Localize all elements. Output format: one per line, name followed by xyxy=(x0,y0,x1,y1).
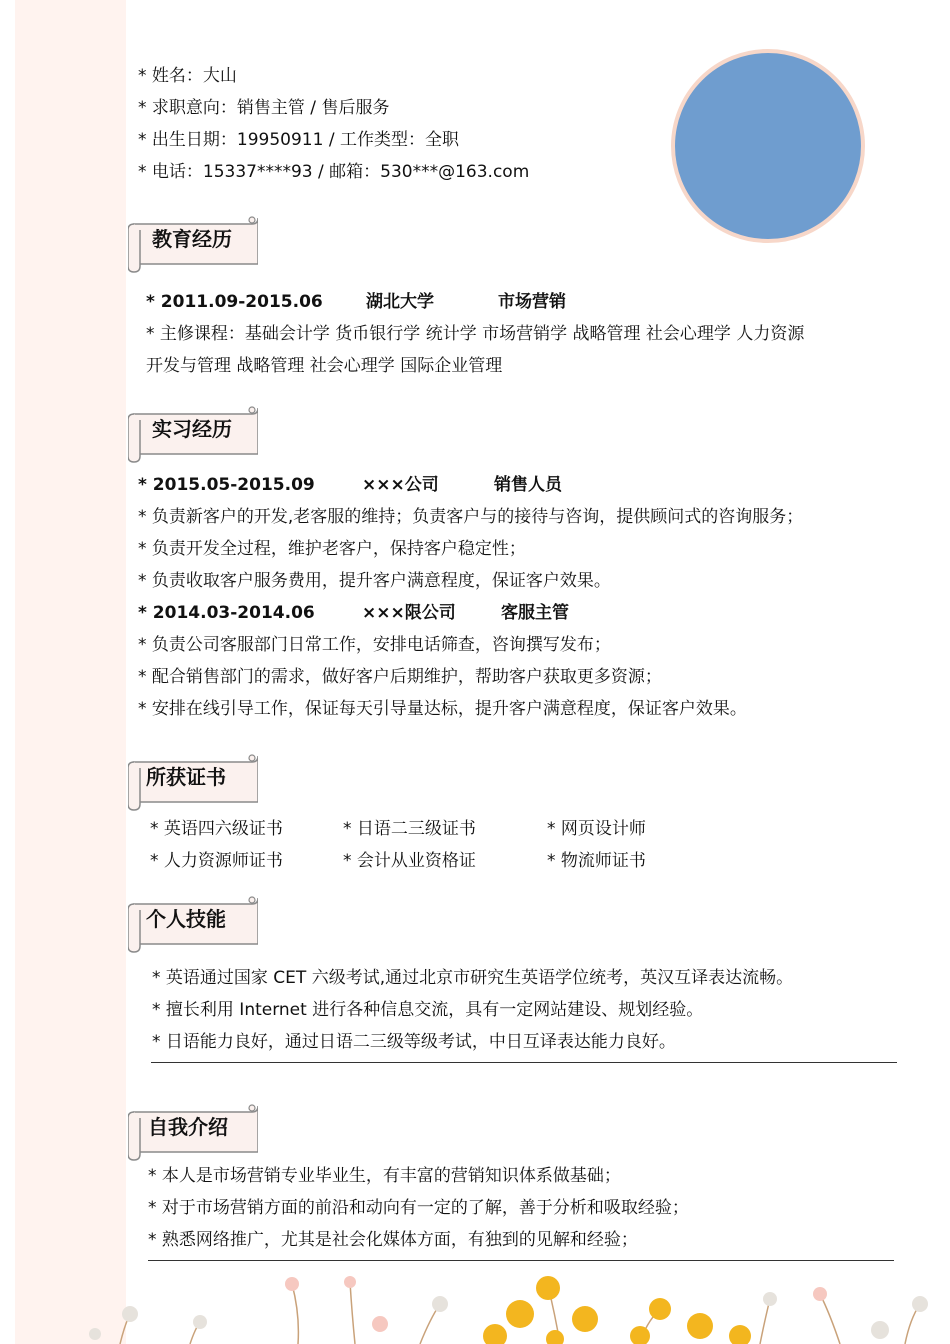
education-header xyxy=(146,290,566,314)
education-courses-line1: * 主修课程：基础会计学 货币银行学 统计学 市场营销学 战略管理 社会心理学 人力资源 xyxy=(146,324,805,344)
education-school: 湖北大学 xyxy=(366,292,434,312)
self-intro-item: * 本人是市场营销专业毕业生，有丰富的营销知识体系做基础； xyxy=(148,1166,621,1186)
education-major: 市场营销 xyxy=(498,292,566,312)
self-intro-item: * 对于市场营销方面的前沿和动向有一定的了解，善于分析和吸取经验； xyxy=(148,1198,689,1218)
education-period: * 2011.09-2015.06 xyxy=(146,292,323,312)
job-duty: * 负责开发全过程，维护老客户，保持客户稳定性； xyxy=(138,539,526,559)
job-company: ×××限公司 xyxy=(362,603,456,623)
section-title-certificates xyxy=(128,754,256,800)
certificate-item: * 人力资源师证书 xyxy=(150,851,283,871)
section-title-education xyxy=(128,216,256,262)
section-divider xyxy=(148,1260,894,1261)
birth-type-line: * 出生日期：19950911 / 工作类型：全职 xyxy=(138,130,459,150)
skill-item: * 擅长利用 Internet 进行各种信息交流，具有一定网站建设、规划经验。 xyxy=(152,1000,704,1020)
section-divider xyxy=(151,1062,897,1063)
certificate-item: * 物流师证书 xyxy=(547,851,646,871)
job-duty: * 负责公司客服部门日常工作，安排电话筛查，咨询撰写发布； xyxy=(138,635,611,655)
job-period: * 2014.03-2014.06 xyxy=(138,603,315,623)
section-title-self-intro xyxy=(128,1104,256,1150)
self-intro-item: * 熟悉网络推广，尤其是社会化媒体方面，有独到的见解和经验； xyxy=(148,1230,638,1250)
avatar xyxy=(671,49,865,243)
section-title-label: 个人技能 xyxy=(146,907,226,931)
section-title-skills xyxy=(128,896,256,942)
certificate-item: * 网页设计师 xyxy=(547,819,646,839)
job-period: * 2015.05-2015.09 xyxy=(138,475,315,495)
section-title-label: 自我介绍 xyxy=(148,1115,228,1139)
job-duty: * 安排在线引导工作，保证每天引导量达标，提升客户满意程度，保证客户效果。 xyxy=(138,699,747,719)
objective-line: * 求职意向：销售主管 / 售后服务 xyxy=(138,98,390,118)
skill-item: * 日语能力良好，通过日语二三级等级考试，中日互译表达能力良好。 xyxy=(152,1032,676,1052)
name-line: * 姓名：大山 xyxy=(138,66,237,86)
job-duty: * 负责新客户的开发,老客服的维持；负责客户与的接待与咨询，提供顾问式的咨询服务； xyxy=(138,507,804,527)
section-title-label: 所获证书 xyxy=(146,765,226,789)
certificate-item: * 日语二三级证书 xyxy=(343,819,476,839)
left-decorative-strip xyxy=(15,0,126,1344)
skill-item: * 英语通过国家 CET 六级考试,通过北京市研究生英语学位统考，英汉互译表达流畅。 xyxy=(152,968,794,988)
flowers-decoration-icon xyxy=(0,1264,950,1344)
job-header xyxy=(138,601,569,625)
job-role: 销售人员 xyxy=(494,475,562,495)
job-role: 客服主管 xyxy=(501,603,569,623)
certificate-item: * 会计从业资格证 xyxy=(343,851,476,871)
job-company: ×××公司 xyxy=(362,475,439,495)
education-courses-line2: 开发与管理 战略管理 社会心理学 国际企业管理 xyxy=(146,356,503,376)
job-duty: * 配合销售部门的需求，做好客户后期维护，帮助客户获取更多资源； xyxy=(138,667,662,687)
section-title-label: 教育经历 xyxy=(152,227,232,251)
section-title-label: 实习经历 xyxy=(152,417,232,441)
certificate-item: * 英语四六级证书 xyxy=(150,819,283,839)
section-title-internship xyxy=(128,406,256,452)
job-duty: * 负责收取客户服务费用，提升客户满意程度，保证客户效果。 xyxy=(138,571,611,591)
job-header xyxy=(138,473,562,497)
contact-line: * 电话：15337****93 / 邮箱：530***@163.com xyxy=(138,162,530,182)
